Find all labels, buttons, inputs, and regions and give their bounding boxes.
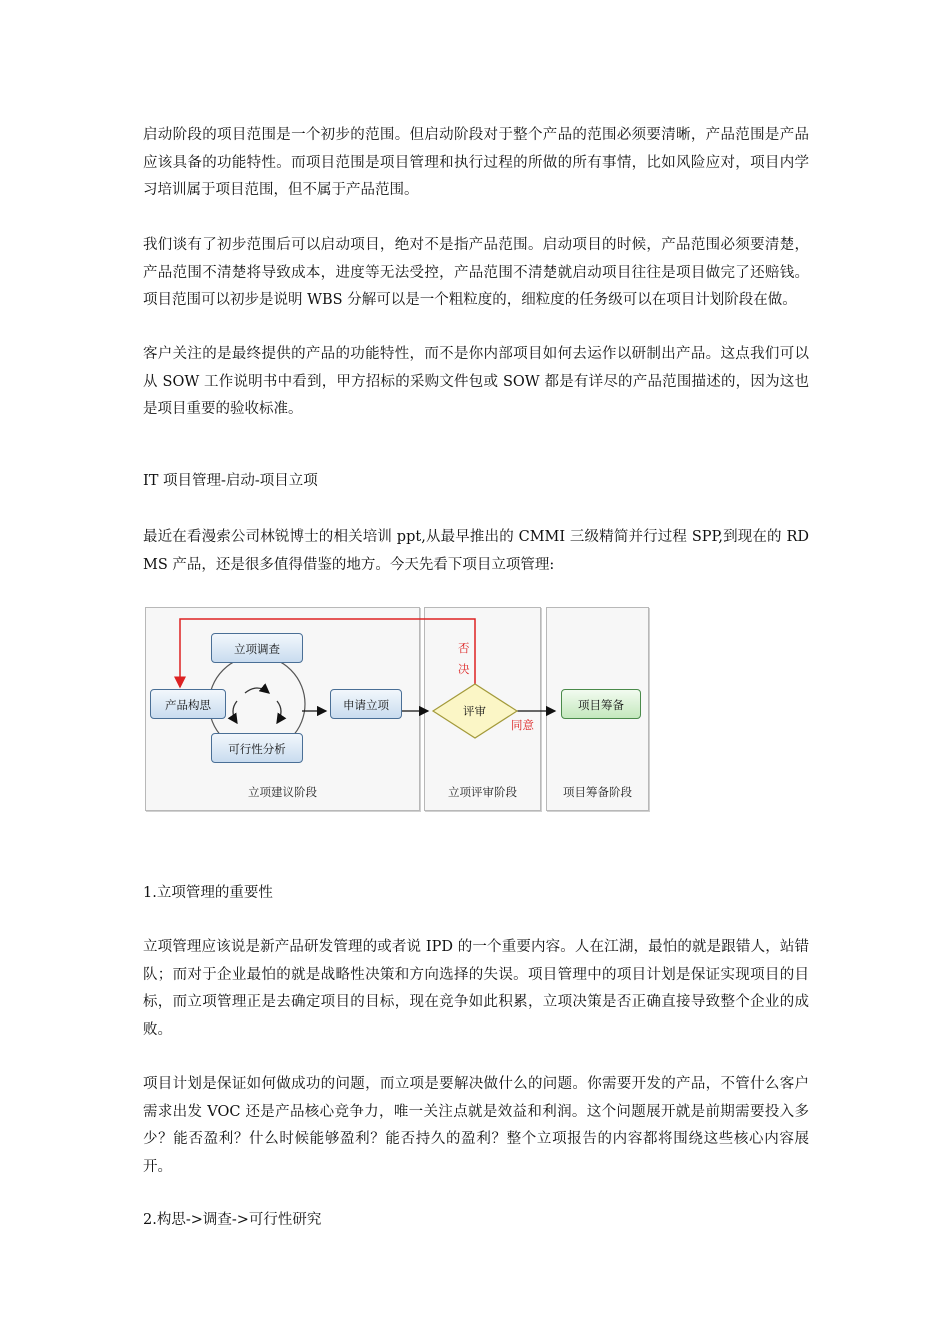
paragraph-scope-start: 我们谈有了初步范围后可以启动项目，绝对不是指产品范围。启动项目的时候，产品范围必须要清楚，产品范围不清楚将导致成本，进度等无法受控，产品范围不清楚就启动项目往往是项目做完了还赔钱。项目范围可以初步是说明 WBS 分解可以是一个粗粒度的，细粒度的任务级可以在项目计划阶段在做。	[143, 237, 809, 308]
cycle-arrow-top	[245, 688, 269, 693]
phase-label-proposal: 立项建议阶段	[248, 785, 317, 799]
node-project-survey: 立项调查	[211, 633, 303, 663]
reject-label-1: 否	[458, 641, 470, 655]
node-review: 评审	[463, 704, 486, 718]
paragraph-importance: 立项管理应该说是新产品研发管理的或者说 IPD 的一个重要内容。人在江湖，最怕的就是跟错人，站错队；而对于企业最怕的就是战略性决策和方向选择的失误。项目管理中的项目计划是保证实现项目的目标，而立项管理正是去确定项目的目标，现在竞争如此积累，立项决策是否正确直接导致整个企业的成败。	[143, 939, 809, 1038]
project-initiation-diagram	[145, 607, 650, 813]
approve-label: 同意	[511, 718, 534, 732]
section-heading-it-pm: IT 项目管理-启动-项目立项	[143, 473, 318, 489]
phase-label-review: 立项评审阶段	[448, 785, 517, 799]
cycle-arrow-left	[233, 701, 237, 723]
node-product-concept: 产品构思	[150, 689, 226, 719]
section-heading-concept: 2.构思->调查->可行性研究	[143, 1212, 322, 1228]
node-apply-initiation: 申请立项	[330, 689, 402, 719]
paragraph-customer-focus: 客户关注的是最终提供的产品的功能特性，而不是你内部项目如何去运作以研制出产品。这点我们可以从 SOW 工作说明书中看到，甲方招标的采购文件包或 SOW 都是有详尽的产品范围描述的，因为这也是项目重要的验收标准。	[143, 346, 809, 417]
node-feasibility-analysis: 可行性分析	[211, 733, 303, 763]
paragraph-plan-vs-initiation: 项目计划是保证如何做成功的问题，而立项是要解决做什么的问题。你需要开发的产品，不管什么客户需求出发 VOC 还是产品核心竞争力，唯一关注点就是效益和利润。这个问题展开就是前期需要投入多少？能否盈利？什么时候能够盈利？能否持久的盈利？整个立项报告的内容都将围绕这些核心内容展开。	[143, 1076, 809, 1175]
paragraph-scope-intro: 启动阶段的项目范围是一个初步的范围。但启动阶段对于整个产品的范围必须要清晰，产品范围是产品应该具备的功能特性。而项目范围是项目管理和执行过程的所做的所有事情，比如风险应对，项目内学习培训属于项目范围，但不属于产品范围。	[143, 127, 809, 198]
node-project-preparation: 项目筹备	[561, 689, 641, 719]
reject-label-2: 决	[458, 662, 470, 676]
cycle-arrow-right	[277, 701, 281, 723]
paragraph-training-note: 最近在看漫索公司林锐博士的相关培训 ppt,从最早推出的 CMMI 三级精简并行过程 SPP,到现在的 RDMS 产品，还是很多值得借鉴的地方。今天先看下项目立项管理:	[143, 529, 809, 573]
section-heading-importance: 1.立项管理的重要性	[143, 885, 273, 901]
phase-label-prepare: 项目筹备阶段	[563, 785, 632, 799]
